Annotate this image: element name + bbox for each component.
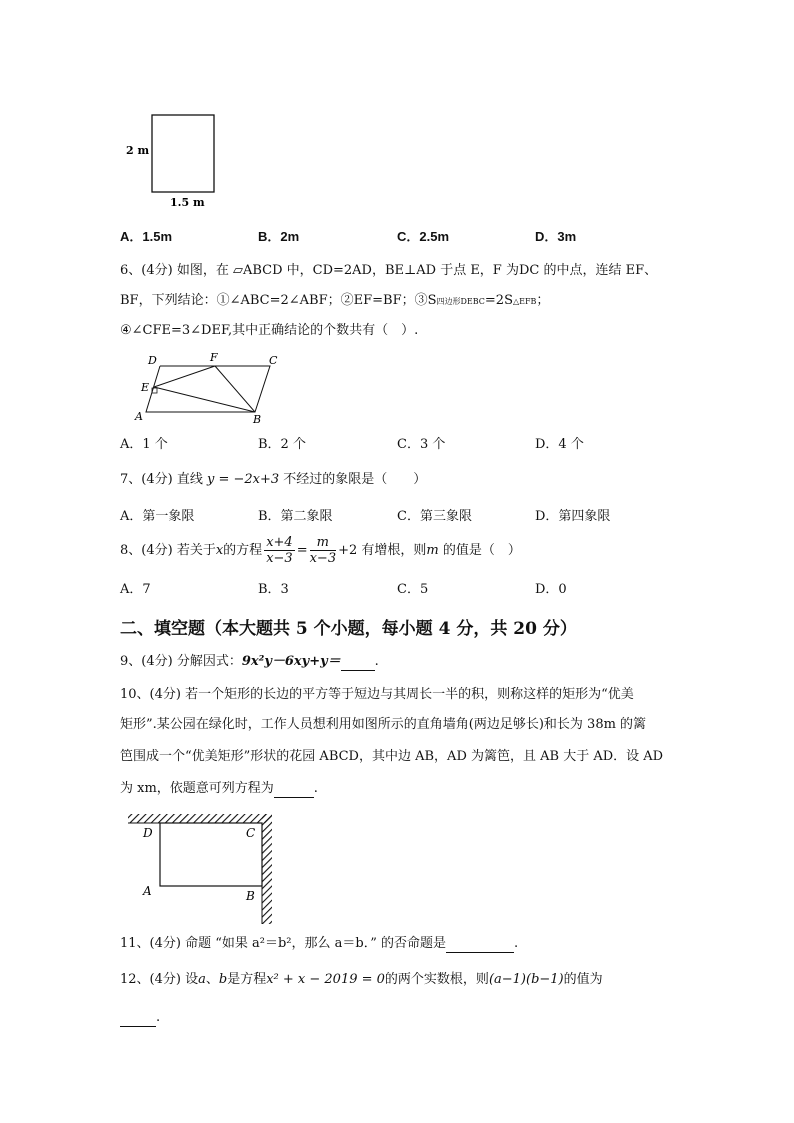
q6-option-a: A．1 个 <box>120 437 168 452</box>
fraction-2: $\frac{m}{x-3}$ <box>309 535 337 566</box>
label-d: D <box>143 826 153 840</box>
q10-line1: 10、(4分) 若一个矩形的长边的平方等于短边与其周长一半的积，则称这样的矩形为“优美 <box>120 687 634 702</box>
q6-line3: ④∠CFE=3∠DEF,其中正确结论的个数共有（ ）. <box>120 323 419 338</box>
q5-option-d: D．3m <box>535 229 577 244</box>
width-label: 1.5 m <box>170 196 205 209</box>
q5-option-b: B．2m <box>258 229 300 244</box>
label-a: A <box>135 410 143 423</box>
label-f: F <box>210 351 218 364</box>
label-e: E <box>141 381 150 394</box>
q12-answer-blank <box>120 1014 156 1027</box>
q12-answer-line: . <box>120 1009 160 1027</box>
q7-stem: 7、(4分) 直线 y = −2x+3 不经过的象限是（ ） <box>120 472 427 487</box>
q9-stem: 9、(4分) 分解因式：9x²y－6xy+y＝ . <box>120 654 379 669</box>
label-b: B <box>246 889 255 903</box>
q7-option-b: B．第二象限 <box>258 509 333 524</box>
q9-answer-blank <box>341 658 375 671</box>
label-b: B <box>253 413 262 426</box>
q8-stem: 8、(4分) 若关于x的方程 $\frac{x+4}{x-3}$ = $\frac{m}{x-3}$ +2 有增根，则m 的值是（ ） <box>120 535 521 566</box>
q8-option-a: A．7 <box>120 582 151 597</box>
q10-line3: 笆围成一个“优美矩形”形状的花园 ABCD，其中边 AB，AD 为篱笆，且 AB 大于 AD．设 AD <box>120 749 664 764</box>
q8-option-b: B．3 <box>258 582 289 597</box>
wall-corner-figure <box>126 812 276 927</box>
label-a: A <box>143 884 152 898</box>
q10-answer-blank <box>274 785 314 798</box>
section-2-heading: 二、填空题（本大题共 5 个小题，每小题 4 分，共 20 分） <box>120 619 577 639</box>
q6-option-c: C．3 个 <box>397 437 446 452</box>
q8-option-d: D．0 <box>535 582 567 597</box>
label-c: C <box>269 354 278 367</box>
q6-option-d: D．4 个 <box>535 437 584 452</box>
q8-option-c: C．5 <box>397 582 429 597</box>
q5-option-c: C．2.5m <box>397 229 450 244</box>
fraction-1: $\frac{x+4}{x-3}$ <box>266 535 293 566</box>
q10-line4: 为 xm，依题意可列方程为 . <box>120 781 318 796</box>
q6-line2: BF，下列结论：①∠ABC=2∠ABF；②EF=BF；③S四边形DEBC=2S△EFB； <box>120 293 550 308</box>
q7-option-c: C．第三象限 <box>397 509 472 524</box>
q12-stem: 12、(4分) 设a、b是方程x² + x − 2019 = 0的两个实数根，则(a−1)(b−1)的值为 <box>120 972 603 987</box>
rectangle-figure <box>120 110 230 210</box>
q10-line2: 矩形”.某公园在绿化时，工作人员想利用如图所示的直角墙角(两边足够长)和长为 38m 的篱 <box>120 717 647 732</box>
q6-option-b: B．2 个 <box>258 437 306 452</box>
q7-option-a: A．第一象限 <box>120 509 195 524</box>
label-d: D <box>148 354 157 367</box>
label-c: C <box>246 826 256 840</box>
q11-answer-blank <box>446 940 514 953</box>
q6-line1: 6、(4分) 如图，在 ▱ABCD 中，CD=2AD，BE⊥AD 于点 E，F 为DC 的中点，连结 EF、 <box>120 263 658 278</box>
q7-option-d: D．第四象限 <box>535 509 611 524</box>
q11-stem: 11、(4分) 命题 “如果 a²＝b²，那么 a＝b．” 的否命题是 . <box>120 936 519 951</box>
height-label: 2 m <box>126 144 150 157</box>
parallelogram-figure <box>130 352 280 427</box>
rectangle-shape <box>152 115 214 192</box>
q5-option-a: A．1.5m <box>120 229 173 244</box>
